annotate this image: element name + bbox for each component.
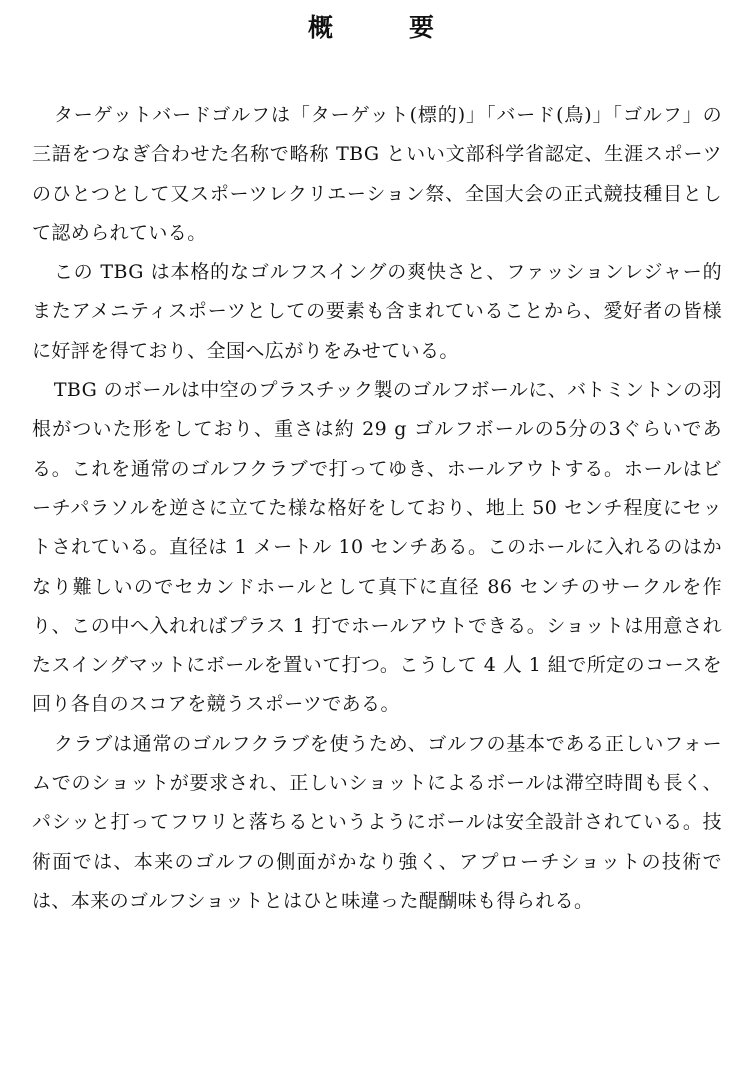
paragraph-club: クラブは通常のゴルフクラブを使うため、ゴルフの基本である正しいフォームでのショットが要求され、正しいショットによるボールは滞空時間も長く、パシッと打ってフワリと落ちるというようにボールは安全設計されている。技術面では、本来のゴルフの側面がかなり強く、アプローチショットの技術では、本来のゴルフショットとはひと味違った醍醐味も得られる。	[32, 732, 722, 912]
page-title	[0, 8, 744, 48]
document-body	[32, 96, 722, 921]
paragraph-intro: ターゲットバードゴルフは「ターゲット(標的)」「バード(鳥)」「ゴルフ」の三語をつなぎ合わせた名称で略称 TBG といい文部科学省認定、生涯スポーツのひとつとして又スポーツレクリエーション祭、全国大会の正式競技種目として認められている。	[32, 104, 722, 244]
title-char-2: 要	[409, 13, 437, 42]
paragraph-rules: TBG のボールは中空のプラスチック製のゴルフボールに、バトミントンの羽根がついた形をしており、重さは約 29 g ゴルフボールの5分の3ぐらいである。これを通常のゴルフクラブで打ってゆき、ホールアウトする。ホールはビーチパラソルを逆さに立てた様な格好をしており、地上 50 センチ程度にセットされている。直径は 1 メートル 10 センチある。このホールに入れるのはかなり難しいのでセカンドホールとして真下に直径 86 センチのサークルを作り、この中へ入れればプラス 1 打でホールアウトできる。ショットは用意されたスイングマットにボールを置いて打つ。こうして 4 人 1 組で所定のコースを回り各自のスコアを競うスポーツである。	[32, 379, 722, 716]
title-char-1: 概	[307, 13, 335, 42]
paragraph-appeal: この TBG は本格的なゴルフスイングの爽快さと、ファッションレジャー的またアメニティスポーツとしての要素も含まれていることから、愛好者の皆様に好評を得ており、全国へ広がりをみせている。	[32, 261, 722, 362]
